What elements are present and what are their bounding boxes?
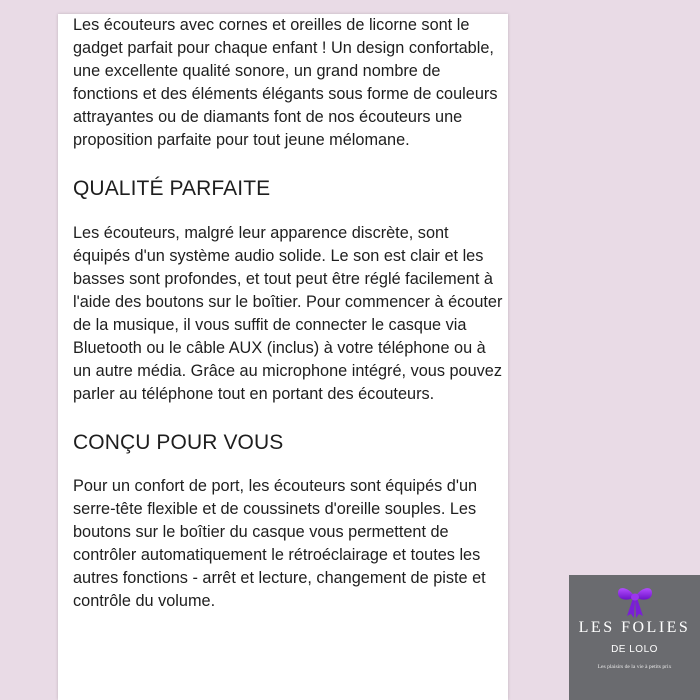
brand-logo (569, 575, 700, 700)
design-paragraph: Pour un confort de port, les écouteurs sont équipés d'un serre-tête flexible et de coussinets d'oreille souples. Les boutons sur le boîtier du casque vous permettent de contrôler automatiquement le rétroéclairage et toutes les autres fonctions - arrêt et lecture, changement de piste et contrôle du volume. (73, 477, 486, 610)
section-heading-quality: QUALITÉ PARFAITE (73, 177, 271, 200)
logo-title: LES FOLIES (578, 619, 691, 636)
logo-tagline: Les plaisirs de la vie à petits prix (597, 664, 672, 670)
article-content (58, 14, 508, 613)
article-panel (58, 14, 508, 700)
section-heading-design: CONÇU POUR VOUS (73, 431, 284, 454)
intro-paragraph: Les écouteurs avec cornes et oreilles de licorne sont le gadget parfait pour chaque enfant ! Un design confortable, une excellente qualité sonore, un grand nombre de fonctions et des éléments élégants sous forme de couleurs attrayantes ou de diamants font de nos écouteurs une proposition parfaite pour tout jeune mélomane. (73, 16, 498, 149)
purple-bow-icon (615, 583, 655, 619)
quality-paragraph: Les écouteurs, malgré leur apparence discrète, sont équipés d'un système audio solide. Le son est clair et les basses sont profondes, et tout peut être réglé facilement à l'aide des boutons sur le boîtier. Pour commencer à écouter de la musique, il vous suffit de connecter le casque via Bluetooth ou le câble AUX (inclus) à votre téléphone ou à un autre média. Grâce au microphone intégré, vous pouvez parler au téléphone tout en portant des écouteurs. (73, 224, 503, 403)
logo-subtitle: DE LOLO (611, 644, 658, 655)
